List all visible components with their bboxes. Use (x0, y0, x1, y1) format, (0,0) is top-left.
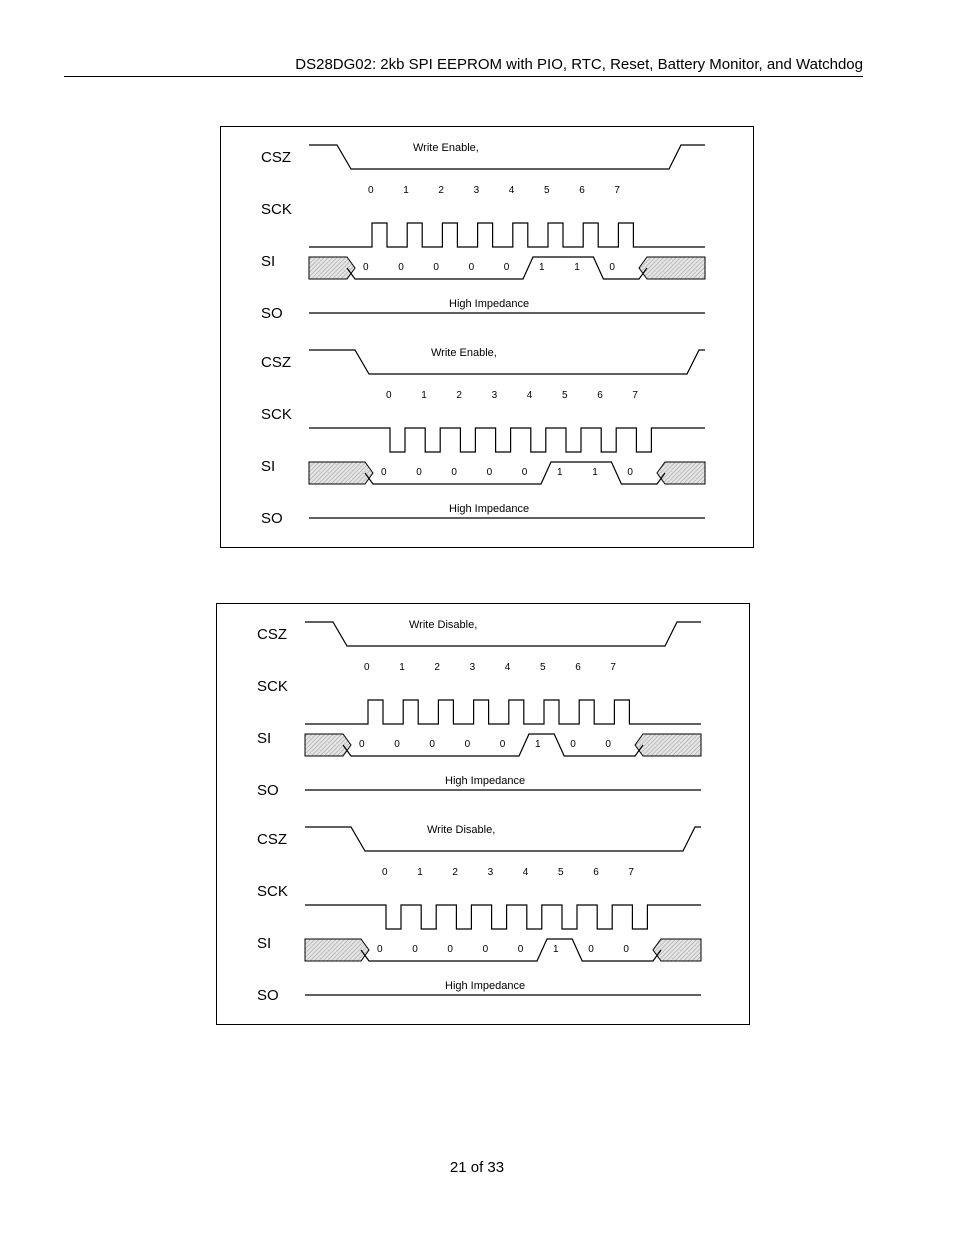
si-bit-value: 1 (535, 739, 541, 750)
clock-number: 0 (364, 662, 370, 673)
si-bit-value: 0 (588, 944, 594, 955)
clock-number: 6 (579, 185, 585, 196)
clock-number: 3 (487, 867, 494, 878)
si-bit-value: 1 (539, 262, 545, 273)
si-waveform (361, 939, 661, 961)
si-waveform (347, 257, 647, 279)
si-dont-care-end (653, 939, 701, 961)
clock-number: 2 (434, 662, 440, 673)
si-label: SI (257, 730, 272, 747)
clock-number: 6 (593, 867, 599, 878)
si-bit-value: 1 (574, 262, 580, 273)
page-header: DS28DG02: 2kb SPI EEPROM with PIO, RTC, Reset, Battery Monitor, and Watchdog (295, 56, 863, 73)
si-dont-care-end (639, 257, 705, 279)
sck-label: SCK (261, 406, 292, 423)
clock-number: 1 (403, 185, 409, 196)
clock-number: 5 (558, 867, 564, 878)
clock-number: 0 (368, 185, 374, 196)
command-title: Write Disable, (409, 619, 478, 631)
clock-number: 5 (544, 185, 550, 196)
si-bit-value: 0 (451, 467, 457, 478)
clock-number: 6 (597, 390, 603, 401)
si-dont-care-start (305, 734, 351, 756)
si-label: SI (261, 458, 276, 475)
sck-waveform (309, 223, 705, 247)
so-label: SO (261, 305, 283, 322)
so-label: SO (257, 987, 279, 1004)
clock-number: 5 (562, 390, 568, 401)
clock-number: 0 (386, 390, 392, 401)
timing-diagram-svg (217, 604, 749, 1024)
header-rule (64, 76, 863, 77)
si-bit-value: 0 (394, 739, 400, 750)
timing-block-2 (261, 347, 705, 527)
si-bit-value: 0 (429, 739, 435, 750)
csz-label: CSZ (261, 354, 291, 371)
csz-label: CSZ (261, 149, 291, 166)
so-high-impedance-label: High Impedance (449, 503, 530, 515)
clock-number: 6 (575, 662, 581, 673)
command-title: Write Enable, (431, 347, 497, 359)
si-bit-value: 0 (464, 739, 471, 750)
csz-waveform (309, 145, 705, 169)
sck-label: SCK (257, 883, 288, 900)
csz-waveform (305, 827, 701, 851)
si-bit-value: 0 (482, 944, 489, 955)
si-bit-value: 0 (605, 739, 611, 750)
timing-block-1 (257, 619, 701, 799)
clock-number: 1 (417, 867, 423, 878)
write-disable-timing-diagram (216, 603, 750, 1025)
so-label: SO (261, 510, 283, 527)
so-high-impedance-label: High Impedance (445, 980, 526, 992)
command-title: Write Disable, (427, 824, 496, 836)
si-bit-value: 0 (517, 944, 524, 955)
si-bit-value: 1 (592, 467, 598, 478)
clock-number: 2 (438, 185, 444, 196)
clock-number: 3 (491, 390, 498, 401)
si-bit-value: 0 (499, 739, 506, 750)
clock-number: 5 (540, 662, 546, 673)
si-dont-care-end (657, 462, 705, 484)
si-dont-care-start (309, 257, 355, 279)
timing-block-1 (261, 142, 705, 322)
si-waveform (343, 734, 643, 756)
si-bit-value: 1 (557, 467, 563, 478)
si-bit-value: 0 (398, 262, 404, 273)
so-high-impedance-label: High Impedance (445, 775, 526, 787)
si-dont-care-end (635, 734, 701, 756)
si-bit-value: 0 (381, 467, 387, 478)
si-dont-care-start (309, 462, 373, 484)
command-title: Write Enable, (413, 142, 479, 154)
csz-waveform (309, 350, 705, 374)
si-label: SI (261, 253, 276, 270)
sck-waveform (305, 700, 701, 724)
csz-waveform (305, 622, 701, 646)
clock-number: 1 (399, 662, 405, 673)
timing-diagram-svg (221, 127, 753, 547)
clock-number: 4 (522, 867, 529, 878)
clock-number: 2 (456, 390, 462, 401)
page-number: 21 of 33 (449, 1159, 505, 1176)
si-bit-value: 0 (521, 467, 528, 478)
clock-number: 3 (473, 185, 480, 196)
si-bit-value: 0 (503, 262, 510, 273)
so-high-impedance-label: High Impedance (449, 298, 530, 310)
sck-label: SCK (261, 201, 292, 218)
clock-number: 3 (469, 662, 476, 673)
clock-number: 7 (610, 662, 616, 673)
si-bit-value: 0 (486, 467, 493, 478)
sck-label: SCK (257, 678, 288, 695)
si-dont-care-start (305, 939, 369, 961)
si-label: SI (257, 935, 272, 952)
clock-number: 7 (614, 185, 620, 196)
csz-label: CSZ (257, 831, 287, 848)
clock-number: 0 (382, 867, 388, 878)
clock-number: 2 (452, 867, 458, 878)
clock-number: 4 (526, 390, 533, 401)
si-bit-value: 1 (553, 944, 559, 955)
timing-block-2 (257, 824, 701, 1004)
si-bit-value: 0 (447, 944, 453, 955)
clock-number: 1 (421, 390, 427, 401)
clock-number: 7 (628, 867, 634, 878)
si-bit-value: 0 (570, 739, 576, 750)
clock-number: 4 (504, 662, 511, 673)
so-label: SO (257, 782, 279, 799)
si-bit-value: 0 (609, 262, 615, 273)
si-bit-value: 0 (412, 944, 418, 955)
si-bit-value: 0 (359, 739, 365, 750)
si-bit-value: 0 (623, 944, 629, 955)
si-waveform (365, 462, 665, 484)
si-bit-value: 0 (363, 262, 369, 273)
sck-waveform (305, 905, 701, 929)
si-bit-value: 0 (433, 262, 439, 273)
clock-number: 4 (508, 185, 515, 196)
si-bit-value: 0 (416, 467, 422, 478)
clock-number: 7 (632, 390, 638, 401)
si-bit-value: 0 (377, 944, 383, 955)
sck-waveform (309, 428, 705, 452)
si-bit-value: 0 (627, 467, 633, 478)
write-enable-timing-diagram (220, 126, 754, 548)
csz-label: CSZ (257, 626, 287, 643)
si-bit-value: 0 (468, 262, 475, 273)
